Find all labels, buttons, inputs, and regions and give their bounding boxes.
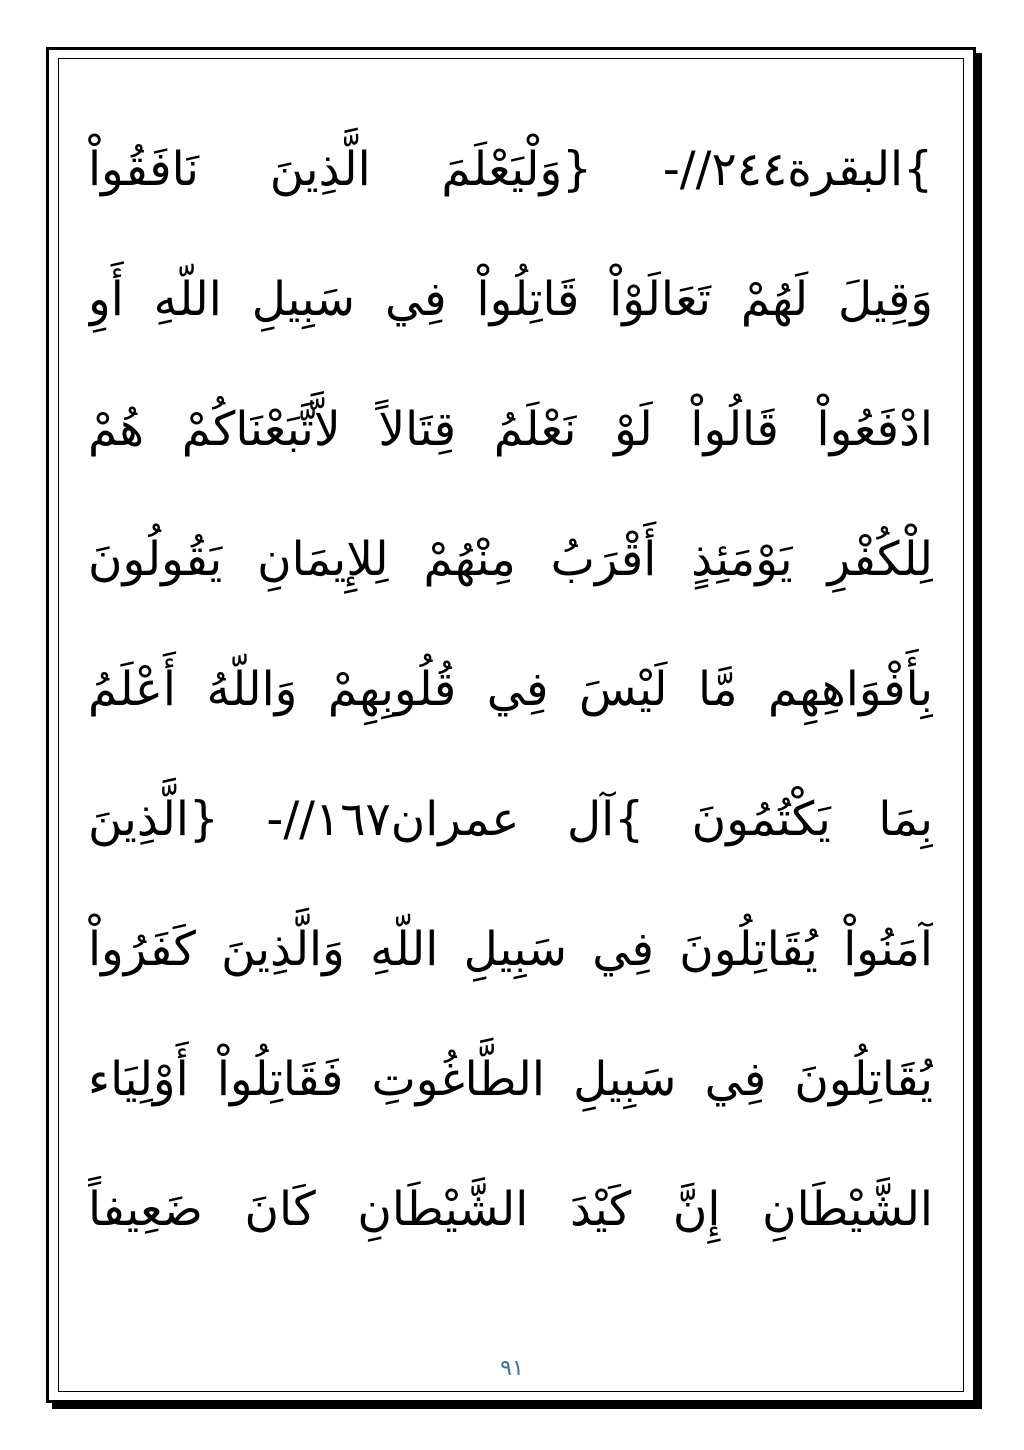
- text-line-2: وَقِيلَ لَهُمْ تَعَالَوْاْ قَاتِلُواْ فِي سَبِيلِ اللّهِ أَوِ: [88, 272, 933, 327]
- text-line-4: لِلْكُفْرِ يَوْمَئِذٍ أَقْرَبُ مِنْهُمْ لِلإِيمَانِ يَقُولُونَ: [88, 532, 933, 587]
- text-line-5: بِأَفْوَاهِهِم مَّا لَيْسَ فِي قُلُوبِهِمْ وَاللّهُ أَعْلَمُ: [88, 662, 933, 717]
- text-line-9: الشَّيْطَانِ إِنَّ كَيْدَ الشَّيْطَانِ كَانَ ضَعِيفاً: [88, 1182, 933, 1237]
- text-line-1: }البقرة٢٤٤//- {وَلْيَعْلَمَ الَّذِينَ نَافَقُواْ: [88, 142, 933, 197]
- page-body-text: [88, 105, 933, 1275]
- text-line-7: آمَنُواْ يُقَاتِلُونَ فِي سَبِيلِ اللّهِ وَالَّذِينَ كَفَرُواْ: [88, 922, 933, 977]
- text-line-8: يُقَاتِلُونَ فِي سَبِيلِ الطَّاغُوتِ فَقَاتِلُواْ أَوْلِيَاء: [88, 1052, 933, 1107]
- page-number: ٩١: [500, 1356, 524, 1381]
- text-line-3: ادْفَعُواْ قَالُواْ لَوْ نَعْلَمُ قِتَالاً لاَّتَّبَعْنَاكُمْ هُمْ: [88, 402, 933, 457]
- text-line-6: بِمَا يَكْتُمُونَ }آل عمران١٦٧//- {الَّذِينَ: [88, 792, 933, 847]
